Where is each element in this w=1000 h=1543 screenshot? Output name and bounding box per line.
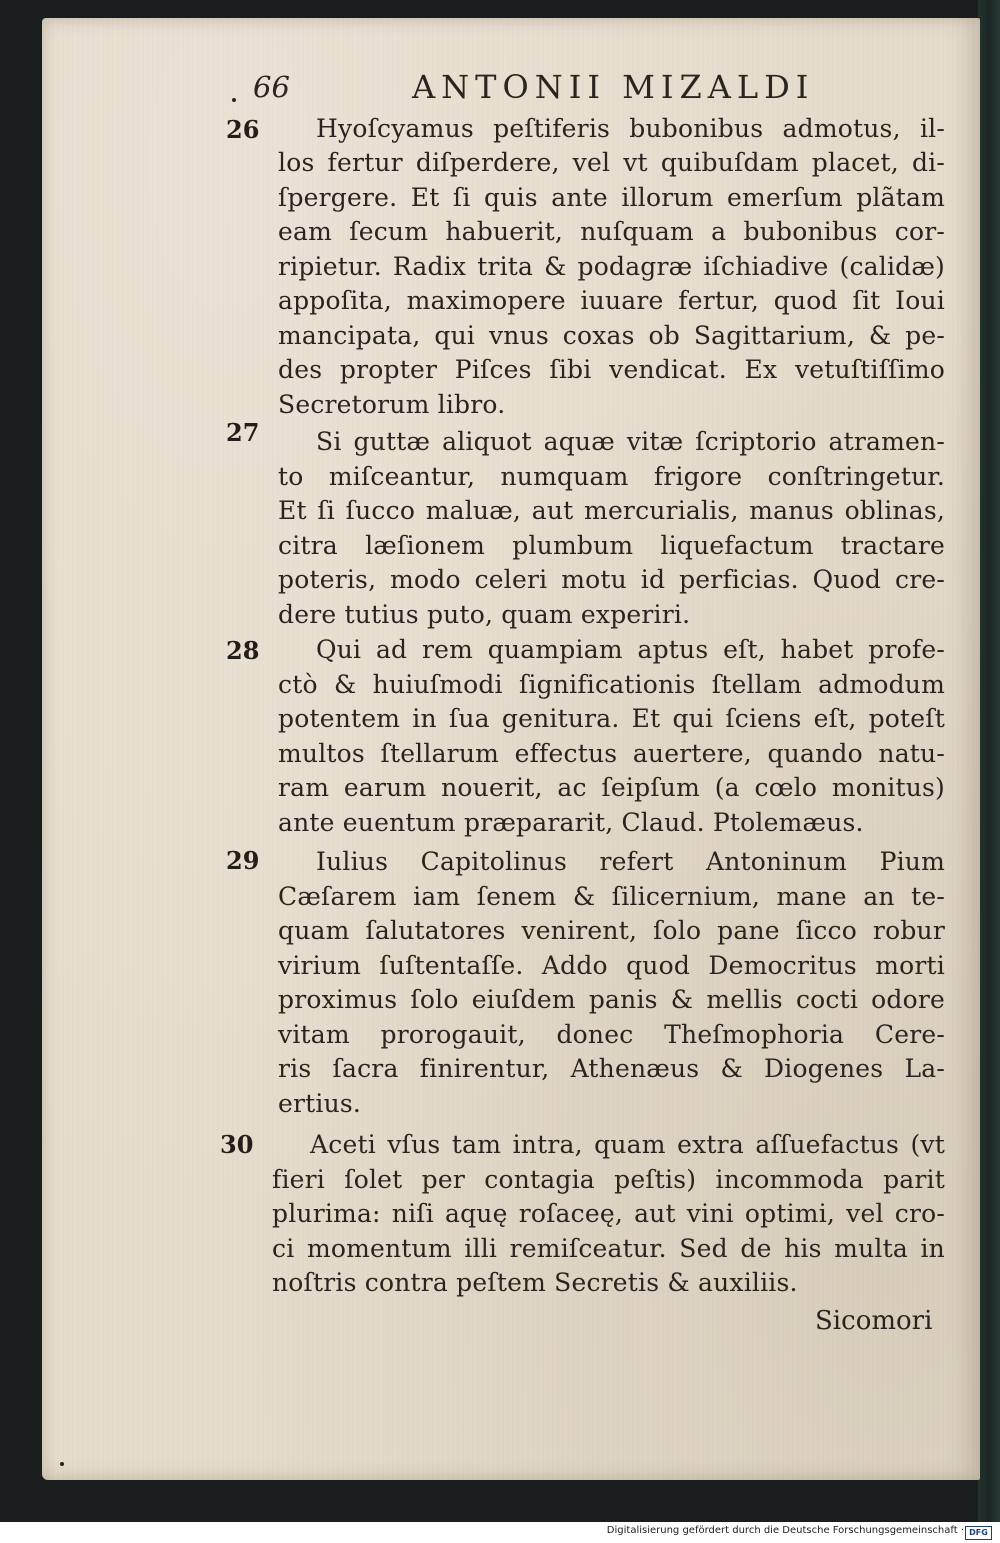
text-line: potentem in ſua genitura. Et qui ſciens eſt, poteſt [278,704,945,733]
text-line: dere tutius puto, quam experiri. [278,600,691,629]
text-line: virium ſuſtentaſſe. Addo quod Democritus morti [278,951,945,980]
catchword: Sicomori [815,1306,933,1336]
footer-bar [0,1522,1000,1543]
ink-speck [232,98,236,102]
text-line: mancipata, qui vnus coxas ob Sagittarium, & pe- [278,321,945,350]
text-line: noſtris contra peſtem Secretis & auxiliis. [272,1268,798,1297]
text-line: to miſceantur, numquam frigore conſtringetur. [278,462,945,491]
section-number: 30 [220,1130,254,1159]
text-line: appoſita, maximopere iuuare fertur, quod ſit Ioui [278,286,945,315]
text-line: multos ſtellarum effectus auertere, quando natu- [278,739,945,768]
section-number: 28 [226,636,260,665]
funding-credit: Digitalisierung gefördert durch die Deutsche Forschungsgemeinschaft · [606,1525,964,1536]
text-line: des propter Piſces ſibi vendicat. Ex vetuſtiſſimo [278,355,945,384]
text-line: Secretorum libro. [278,390,506,419]
page-number: 66 [253,70,290,104]
text-line: ram earum nouerit, ac ſeipſum (a cœlo monitus) [278,773,945,802]
text-line: Si guttæ aliquot aquæ vitæ ſcriptorio atramen- [316,427,945,456]
text-line: Hyoſcyamus peſtiferis bubonibus admotus, il- [316,114,945,143]
text-line: Cæſarem iam ſenem & ſilicernium, mane an te- [278,882,945,911]
section-number: 27 [226,418,260,447]
text-line: vitam prorogauit, donec Theſmophoria Cere- [278,1020,945,1049]
text-line: ante euentum præpararit, Claud. Ptolemæus. [278,808,864,837]
text-line: Iulius Capitolinus refert Antoninum Pium [316,847,945,876]
text-line: ctò & huiuſmodi ſignificationis ſtellam admodum [278,670,945,699]
text-line: los fertur diſperdere, vel vt quibuſdam placet, di- [278,148,945,177]
text-line: poteris, modo celeri motu id perficias. Quod cre- [278,565,945,594]
text-line: Aceti vſus tam intra, quam extra aſſuefactus (vt [310,1130,945,1159]
text-line: ſpergere. Et ſi quis ante illorum emerſum plãtam [278,183,945,212]
text-line: ci momentum illi remiſceatur. Sed de his multa in [272,1234,945,1263]
text-line: ripietur. Radix trita & podagræ iſchiadive (calidæ) [278,252,945,281]
running-title: ANTONII MIZALDI [412,68,815,106]
text-line: fieri ſolet per contagia peſtis) incommoda parit [272,1165,945,1194]
text-line: ris ſacra finirentur, Athenæus & Diogenes La- [278,1054,945,1083]
section-number: 26 [226,115,260,144]
book-binding [978,0,1000,1522]
text-line: Qui ad rem quampiam aptus eſt, habet profe- [316,635,945,664]
text-line: Et ſi ſucco maluæ, aut mercurialis, manus oblinas, [278,496,945,525]
text-line: eam ſecum habuerit, nuſquam a bubonibus cor- [278,217,945,246]
ink-speck [60,1462,64,1466]
text-line: quam ſalutatores venirent, ſolo pane ſicco robur [278,916,945,945]
text-line: plurima: niſi aquę roſaceę, aut vini optimi, vel cro- [272,1199,945,1228]
text-line: ertius. [278,1089,362,1118]
section-number: 29 [226,846,260,875]
dfg-logo: DFG [965,1526,992,1540]
text-line: citra læſionem plumbum liquefactum tractare [278,531,945,560]
text-line: proximus ſolo eiuſdem panis & mellis cocti odore [278,985,945,1014]
